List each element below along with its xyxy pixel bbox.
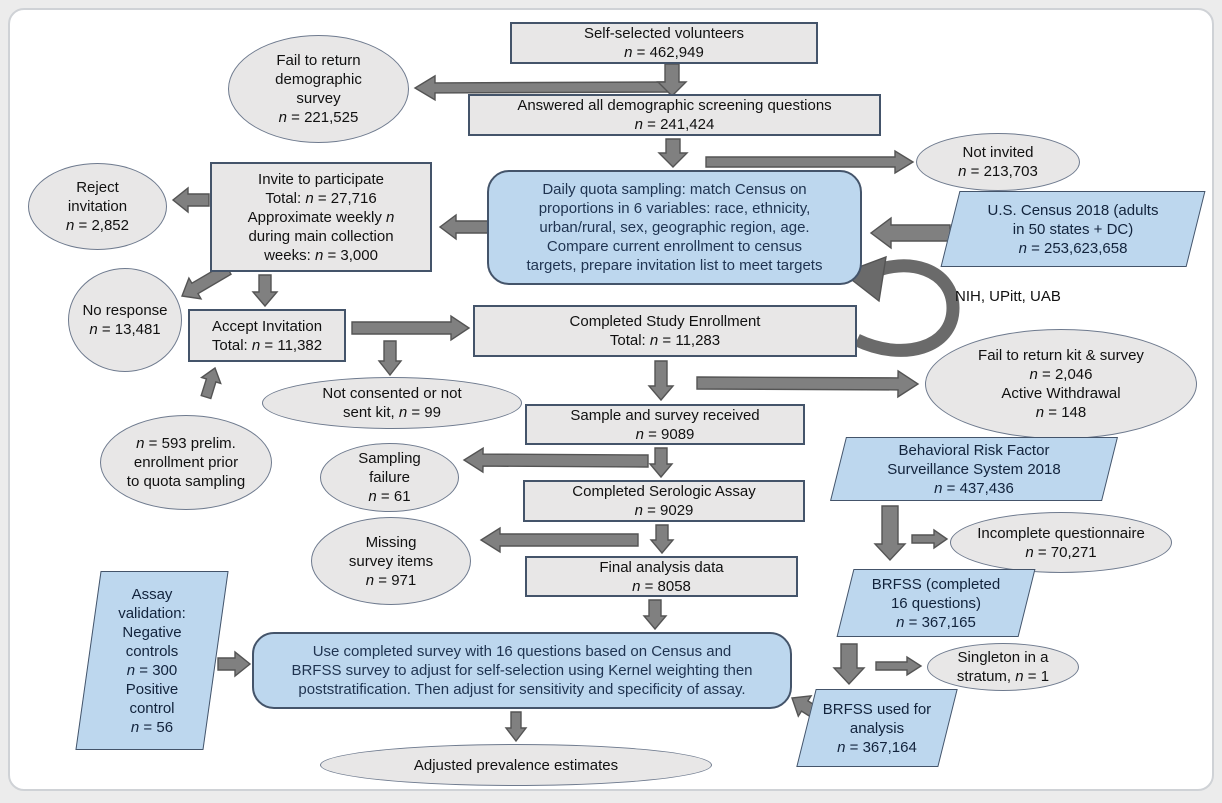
flow-arrow [912,530,947,548]
node-not-invited: Not invited n = 213,703 [916,133,1080,191]
flow-arrow [875,506,905,560]
flow-arrow [440,215,490,239]
node-invite-to-participate: Invite to participate Total: n = 27,716 Approximate weekly n during main collection weeks: n = 3,000 [210,162,432,272]
node-incomplete-questionnaire: Incomplete questionnaire n = 70,271 [950,512,1172,573]
flow-arrow [379,341,401,375]
flow-arrow [644,600,666,629]
flow-arrow [506,712,526,741]
loop-sites-label: NIH, UPitt, UAB [955,288,1061,305]
flow-arrow [650,448,672,477]
flow-arrow [173,188,209,212]
node-daily-quota-sampling: Daily quota sampling: match Census on proportions in 6 variables: race, ethnicity, urban/rural, sex, geographic region, age. Compare current enrollment to census targets, prepare invitation list to meet targets [487,170,862,285]
node-final-analysis-data: Final analysis data n = 8058 [525,556,798,597]
node-fail-return-kit-withdrawal: Fail to return kit & survey n = 2,046 Active Withdrawal n = 148 [925,329,1197,439]
node-kernel-weighting-adjustment: Use completed survey with 16 questions based on Census and BRFSS survey to adjust for self-selection using Kernel weighting then poststratification. Then adjust for sensitivity and specificity of assay. [252,632,792,709]
node-missing-survey-items: Missing survey items n = 971 [311,517,471,605]
flow-arrow [464,448,648,472]
flow-arrow [697,371,918,397]
flow-arrow [352,316,469,340]
node-self-selected-volunteers: Self-selected volunteers n = 462,949 [510,22,818,64]
node-brfss-2018: Behavioral Risk Factor Surveillance System 2018 n = 437,436 [838,437,1110,501]
flow-arrow [659,139,687,167]
flow-arrow [201,368,221,399]
node-fail-return-demographic-survey: Fail to return demographic survey n = 221,525 [228,35,409,143]
node-us-census-2018: U.S. Census 2018 (adults in 50 states + DC) n = 253,623,658 [950,191,1196,267]
node-completed-serologic-assay: Completed Serologic Assay n = 9029 [523,480,805,522]
flow-arrow [253,275,277,306]
node-brfss-used-analysis: BRFSS used for analysis n = 367,164 [806,689,948,767]
flow-arrow [876,657,921,675]
flow-arrow [649,361,673,400]
flow-arrow [871,218,950,248]
node-sample-survey-received: Sample and survey received n = 9089 [525,404,805,445]
flow-arrow [651,525,673,553]
flow-arrow [218,652,250,676]
node-reject-invitation: Reject invitation n = 2,852 [28,163,167,250]
node-completed-study-enrollment: Completed Study Enrollment Total: n = 11,283 [473,305,857,357]
node-accept-invitation: Accept Invitation Total: n = 11,382 [188,309,346,362]
node-singleton-stratum: Singleton in a stratum, n = 1 [927,643,1079,691]
node-not-consented: Not consented or not sent kit, n = 99 [262,377,522,429]
node-adjusted-prevalence-estimates: Adjusted prevalence estimates [320,744,712,786]
flow-arrow [481,528,638,552]
flow-arrow [834,644,864,684]
node-brfss-completed-16: BRFSS (completed 16 questions) n = 367,165 [845,569,1027,637]
node-answered-screening-questions: Answered all demographic screening questions n = 241,424 [468,94,881,136]
node-prelim-enrollment: n = 593 prelim. enrollment prior to quota sampling [100,415,272,510]
node-assay-validation: Assay validation: Negative controls n = 300 Positive control n = 56 [88,571,216,750]
node-sampling-failure: Sampling failure n = 61 [320,443,459,512]
node-no-response: No response n = 13,481 [68,268,182,372]
